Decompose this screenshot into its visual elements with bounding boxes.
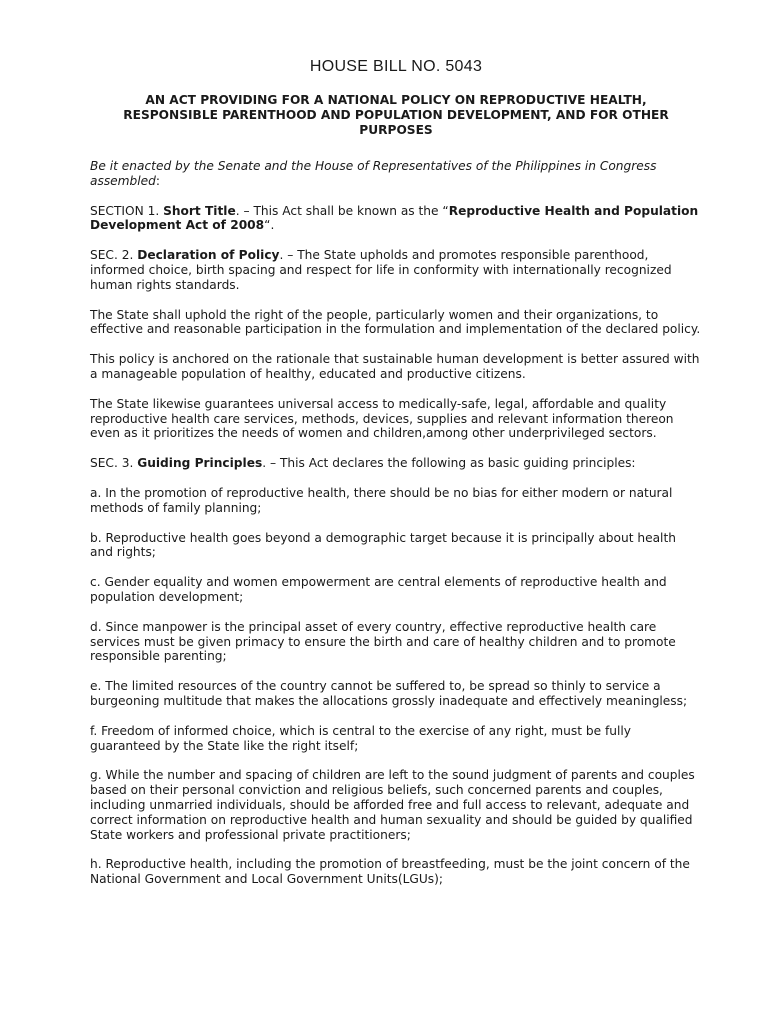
section-2-heading: Declaration of Policy xyxy=(137,248,280,263)
enacting-clause-colon: : xyxy=(155,173,161,188)
principle-item: g. While the number and spacing of children are left to the sound judgment of parents and couples based on their personal conviction and religious beliefs, such concerned parents and couples, including unmarried individuals, should be afforded free and full access to relevant, adequate and correct information on reproductive health and human sexuality and should be guided by qualified State workers and professional private practitioners; xyxy=(90,768,695,842)
act-name: Reproductive Health and Population Development Act of 2008 xyxy=(90,203,699,233)
principle-item: d. Since manpower is the principal asset of every country, effective reproductive health care services must be given primacy to ensure the birth and care of healthy children and to promote responsible parenting; xyxy=(90,619,676,664)
bill-title: HOUSE BILL NO. 5043 xyxy=(309,58,483,75)
section-1-suffix: “. xyxy=(264,218,275,233)
section-2-declaration-of-policy xyxy=(90,248,702,292)
policy-paragraph: This policy is anchored on the rationale that sustainable human development is better assured with a manageable population of healthy, educated and productive citizens. xyxy=(90,352,700,381)
enacting-clause-text: Be it enacted by the Senate and the House of Representatives of the Philippines in Congress assembled xyxy=(90,159,657,188)
principle-item: a. In the promotion of reproductive health, there should be no bias for either modern or natural methods of family planning; xyxy=(90,485,673,515)
policy-paragraph: The State likewise guarantees universal access to medically-safe, legal, affordable and quality reproductive health care services, methods, devices, supplies and relevant information thereon even as it prioritizes the needs of women and children,among other underprivileged sectors. xyxy=(90,396,674,441)
document-page xyxy=(90,56,702,902)
section-3-text: . – This Act declares the following as basic guiding principles: xyxy=(262,456,636,471)
section-1-prefix: SECTION 1. xyxy=(90,203,164,218)
section-3-heading: Guiding Principles xyxy=(137,456,263,471)
section-2-text: . – The State upholds and promotes responsible parenthood, informed choice, birth spacing and respect for life in conformity with internationally recognized human rights standards. xyxy=(90,248,672,292)
section-2-prefix: SEC. 2. xyxy=(90,248,138,263)
section-1-short-title xyxy=(90,204,702,234)
section-3-prefix: SEC. 3. xyxy=(90,456,138,471)
policy-paragraph: The State shall uphold the right of the people, particularly women and their organizations, to effective and reasonable participation in the formulation and implementation of the declared policy. xyxy=(90,307,701,337)
act-subtitle: AN ACT PROVIDING FOR A NATIONAL POLICY ON REPRODUCTIVE HEALTH, RESPONSIBLE PARENTHOOD AND POPULATION DEVELOPMENT, AND FOR OTHER PURPOSES xyxy=(123,93,669,137)
section-3-guiding-principles xyxy=(90,456,702,471)
principle-item: c. Gender equality and women empowerment are central elements of reproductive health and population development; xyxy=(90,575,667,604)
section-1-heading: Short Title xyxy=(163,203,236,218)
principle-item: f. Freedom of informed choice, which is central to the exercise of any right, must be fully guaranteed by the State like the right itself; xyxy=(90,723,631,753)
principle-item: e. The limited resources of the country cannot be suffered to, be spread so thinly to service a burgeoning multitude that makes the allocations grossly inadequate and effectively meaningless; xyxy=(90,679,688,708)
principle-item: h. Reproductive health, including the promotion of breastfeeding, must be the joint concern of the National Government and Local Government Units(LGUs); xyxy=(90,857,690,887)
enacting-clause xyxy=(90,159,702,189)
section-1-text: . – This Act shall be known as the “ xyxy=(235,203,449,218)
principle-item: b. Reproductive health goes beyond a demographic target because it is principally about health and rights; xyxy=(90,530,676,560)
